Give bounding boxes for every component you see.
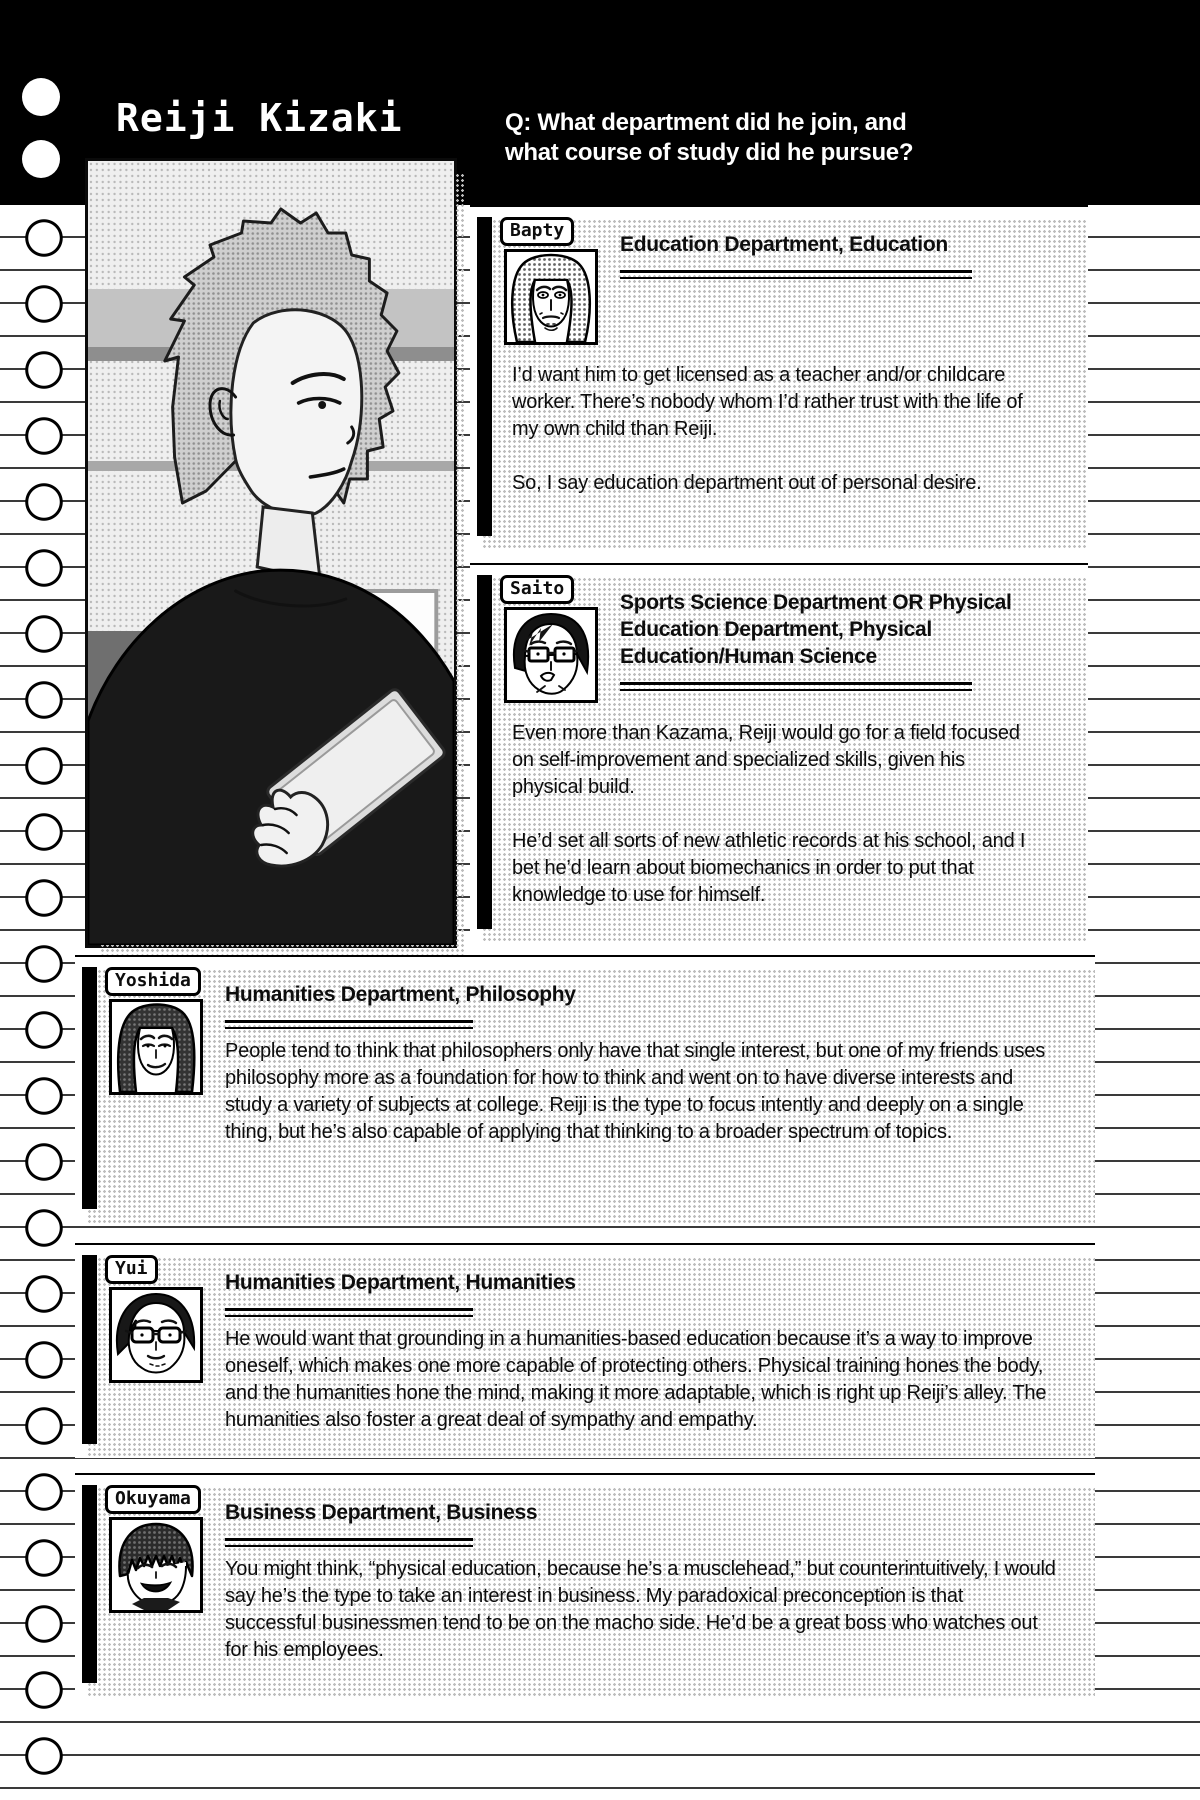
answer-paragraph: I’d want him to get licensed as a teacher and/or childcare worker. There’s nobody whom I’d rather trust with the life of my own child than Reiji. xyxy=(512,364,1023,440)
avatar-column xyxy=(109,1255,203,1383)
qa-card-okuyama xyxy=(75,1473,1095,1697)
binder-dot-icon xyxy=(22,78,60,116)
answer-text xyxy=(470,345,1088,497)
card-accent-bar xyxy=(477,575,492,929)
qa-card-yoshida xyxy=(75,955,1095,1223)
saito-avatar xyxy=(504,607,598,703)
divider-rule xyxy=(225,1020,473,1029)
answer-paragraph: So, I say education department out of personal desire. xyxy=(512,472,982,494)
page-title: Reiji Kizaki xyxy=(116,96,403,140)
answer-text xyxy=(470,703,1088,909)
department-answer: Humanities Department, Humanities xyxy=(225,1271,576,1294)
answer-text xyxy=(225,1547,1075,1664)
answer-text xyxy=(225,1317,1075,1434)
department-answer: Sports Science Department OR Physical Education Department, Physical Education/Human Science xyxy=(620,591,1012,668)
question-line-2: what course of study did he pursue? xyxy=(505,139,914,166)
avatar-column xyxy=(109,967,203,1095)
qa-card-yui xyxy=(75,1243,1095,1458)
okuyama-avatar xyxy=(109,1517,203,1613)
avatar-column xyxy=(504,217,598,345)
yui-avatar xyxy=(109,1287,203,1383)
responder-name-tag: Yoshida xyxy=(105,967,201,996)
qa-card-bapty xyxy=(470,205,1088,550)
answer-paragraph: Even more than Kazama, Reiji would go for a field focused on self-improvement and specialized skills, given his physical build. xyxy=(512,722,1020,798)
answer-paragraph: People tend to think that philosophers only have that single interest, but one of my friends uses philosophy more as a foundation for how to think and went on to have diverse interests and study a variety of subjects at college. Reiji is the type to focus intently and deeply on a single thing, but he’s also capable of applying that thinking to a broader spectrum of topics. xyxy=(225,1040,1046,1143)
binder-holes xyxy=(0,205,84,1800)
responder-name-tag: Okuyama xyxy=(105,1485,201,1514)
card-accent-bar xyxy=(82,1255,97,1444)
answer-paragraph: He’d set all sorts of new athletic records at his school, and I bet he’d learn about biomechanics in order to put that knowledge to use for himself. xyxy=(512,830,1026,906)
question-line-1: Q: What department did he join, and xyxy=(505,109,907,136)
department-answer: Education Department, Education xyxy=(620,233,948,256)
yoshida-avatar xyxy=(109,999,203,1095)
card-accent-bar xyxy=(82,967,97,1209)
answer-paragraph: He would want that grounding in a humanities-based education because it’s a way to improve oneself, which makes one more capable of protecting others. Physical training hones the body, and the humanities hone the mind, making it more adaptable, which is right up Reiji’s alley. The humanities also foster a great deal of sympathy and empathy. xyxy=(225,1328,1047,1431)
answer-text xyxy=(225,1029,1075,1146)
bapty-avatar xyxy=(504,249,598,345)
reiji-portrait-art xyxy=(85,158,457,948)
responder-name-tag: Bapty xyxy=(500,217,574,246)
card-accent-bar xyxy=(82,1485,97,1683)
divider-rule xyxy=(225,1538,473,1547)
department-answer: Business Department, Business xyxy=(225,1501,538,1524)
responder-name-tag: Saito xyxy=(500,575,574,604)
divider-rule xyxy=(620,270,972,279)
question-text xyxy=(505,108,913,168)
responder-name-tag: Yui xyxy=(105,1255,158,1284)
department-answer: Humanities Department, Philosophy xyxy=(225,983,576,1006)
qa-card-saito xyxy=(470,563,1088,943)
divider-rule xyxy=(225,1308,473,1317)
divider-rule xyxy=(620,682,972,691)
card-accent-bar xyxy=(477,217,492,536)
binder-dot-icon xyxy=(22,140,60,178)
avatar-column xyxy=(504,575,598,703)
avatar-column xyxy=(109,1485,203,1613)
answer-paragraph: You might think, “physical education, because he’s a musclehead,” but counterintuitively, I would say he’s the type to take an interest in business. My paradoxical preconception is that successful businessmen tend to be on the macho side. He’d be a great boss who watches out for his employees. xyxy=(225,1558,1056,1661)
